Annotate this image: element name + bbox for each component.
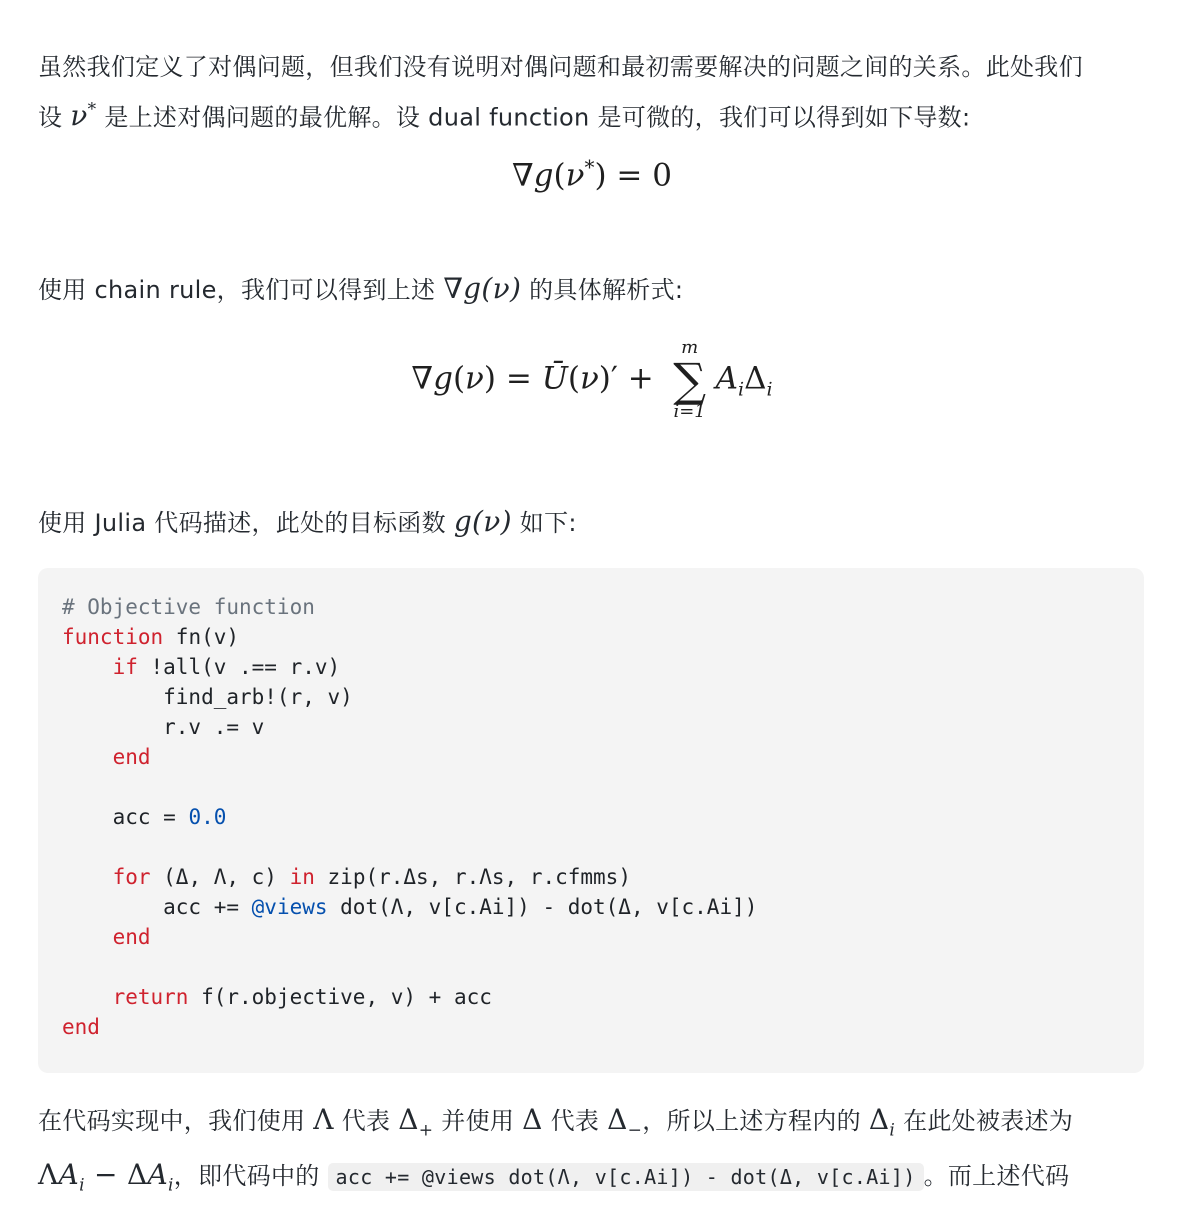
paragraph-dual-problem — [38, 46, 1146, 139]
code-line: function fn(v) — [62, 625, 240, 649]
inline-code: acc += @views dot(Λ, v[c.Ai]) - dot(Δ, v[c.Ai]) — [328, 1163, 924, 1191]
code-line: acc += @views dot(Λ, v[c.Ai]) - dot(Δ, v[c.Ai]) — [62, 895, 758, 919]
paragraph-chain-rule: 使用 chain rule，我们可以得到上述 ∇g(ν) 的具体解析式: — [38, 272, 684, 305]
paragraph-implementation — [38, 1098, 1146, 1207]
code-line: if !all(v .== r.v) — [112, 655, 341, 679]
code-line: end — [112, 745, 151, 769]
paragraph-julia-intro: 使用 Julia 代码描述，此处的目标函数 g(ν) 如下: — [38, 505, 577, 538]
paragraph-line: 在代码实现中，我们使用 Λ 代表 $\Delta_+$ 并使用 Δ 代表 $\Delta_-$，所以上述方程内的 $\Delta_i$ 在此处被表述为 — [38, 1103, 1074, 1141]
inline-math-grad-g: ∇g(ν) — [443, 272, 522, 305]
code-block[interactable] — [38, 568, 1144, 1073]
equation-gradient-zero: ∇g(ν*) = 0 — [512, 155, 672, 194]
paragraph-line: 设 ν* 是上述对偶问题的最优解。设 dual function 是可微的，我们可以得到如下导数: — [38, 99, 971, 133]
paragraph-line: 虽然我们定义了对偶问题，但我们没有说明对偶问题和最初需要解决的问题之间的关系。此处我们 — [38, 53, 1083, 81]
code-line: acc = 0.0 — [62, 805, 227, 829]
code-line: end — [112, 925, 151, 949]
code-line: return f(r.objective, v) + acc — [112, 985, 492, 1009]
code-line: find_arb!(r, v) — [62, 685, 353, 709]
inline-math-g-nu: g(ν) — [453, 505, 512, 538]
paragraph-line: $\Lambda A_i - \Delta A_i$，即代码中的 acc += @views dot(Λ, v[c.Ai]) - dot(Δ, v[c.Ai]) 。而上述代码 — [38, 1157, 1070, 1196]
code-line: r.v .= v — [62, 715, 265, 739]
code-line: end — [62, 1015, 100, 1039]
code-line: for (Δ, Λ, c) in zip(r.Δs, r.Λs, r.cfmms) — [112, 865, 631, 889]
summation-symbol: m ∑ i=1 — [673, 337, 707, 422]
inline-math-nu-star: ν* — [70, 99, 97, 133]
code-line: # Objective function — [62, 595, 315, 619]
equation-gradient-expression: ∇g(ν) = Ū(ν)′ + m ∑ i=1 $A_i\Delta_i$ — [411, 337, 773, 422]
